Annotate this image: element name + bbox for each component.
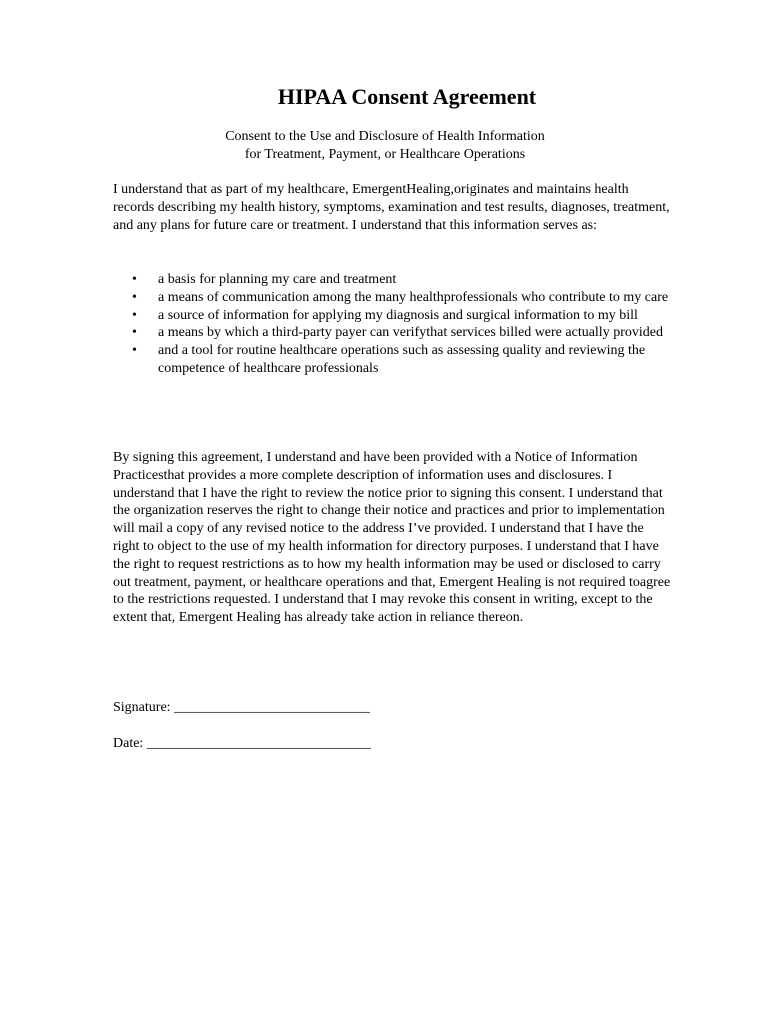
bullet-icon: • <box>132 272 137 287</box>
subtitle-line-2: for Treatment, Payment, or Healthcare Operations <box>244 147 526 162</box>
bullet-icon: • <box>132 325 137 341</box>
list-item-text: a source of information for applying my diagnosis and surgical information to my bill <box>158 307 638 323</box>
signature-field[interactable]: Signature: ____________________________ <box>113 700 371 715</box>
list-item-text: a basis for planning my care and treatment <box>158 272 397 287</box>
list-item <box>113 271 673 289</box>
consent-paragraph: By signing this agreement, I understand and have been provided with a Notice of Information Practicesthat provides a more complete description of information uses and disclosures. I understand that I have the right to review the notice prior to signing this consent. I understand that the organization reserves the right to change their notice and practices and prior to implementation will mail a copy of any revised notice to the address I’ve provided. I understand that I have the right to object to the use of my health information for directory purposes. I understand that I have the right to request restrictions as to how my health information may be used or disclosed to carry out treatment, payment, or healthcare operations and that, Emergent Healing is not required toagree to the restrictions requested. I understand that I may revoke this consent in writing, except to the extent that, Emergent Healing has already take action in reliance thereon. <box>113 450 671 626</box>
bullet-icon: • <box>132 343 137 359</box>
list-item-text: a means by which a third-party payer can verifythat services billed were actually provided <box>158 325 663 341</box>
intro-paragraph: I understand that as part of my healthcare, EmergentHealing,originates and maintains health records describing my health history, symptoms, examination and test results, diagnoses, treatment, and any plans for future care or treatment. I understand that this information serves as: <box>113 182 670 233</box>
bullet-icon: • <box>132 289 137 305</box>
list-item-text: a means of communication among the many healthprofessionals who contribute to my care <box>158 289 669 305</box>
list-item <box>113 324 673 342</box>
subtitle-line-1: Consent to the Use and Disclosure of Health Information <box>225 129 545 144</box>
date-field[interactable]: Date: ________________________________ <box>113 736 371 751</box>
list-item-text: and a tool for routine healthcare operations such as assessing quality and reviewing the competence of healthcare professionals <box>158 343 646 376</box>
list-item <box>113 307 673 325</box>
purpose-list <box>113 271 673 378</box>
list-item <box>113 342 673 378</box>
bullet-icon: • <box>132 307 137 323</box>
subtitle <box>0 128 770 164</box>
page-title: HIPAA Consent Agreement <box>277 84 537 109</box>
list-item <box>113 289 673 307</box>
